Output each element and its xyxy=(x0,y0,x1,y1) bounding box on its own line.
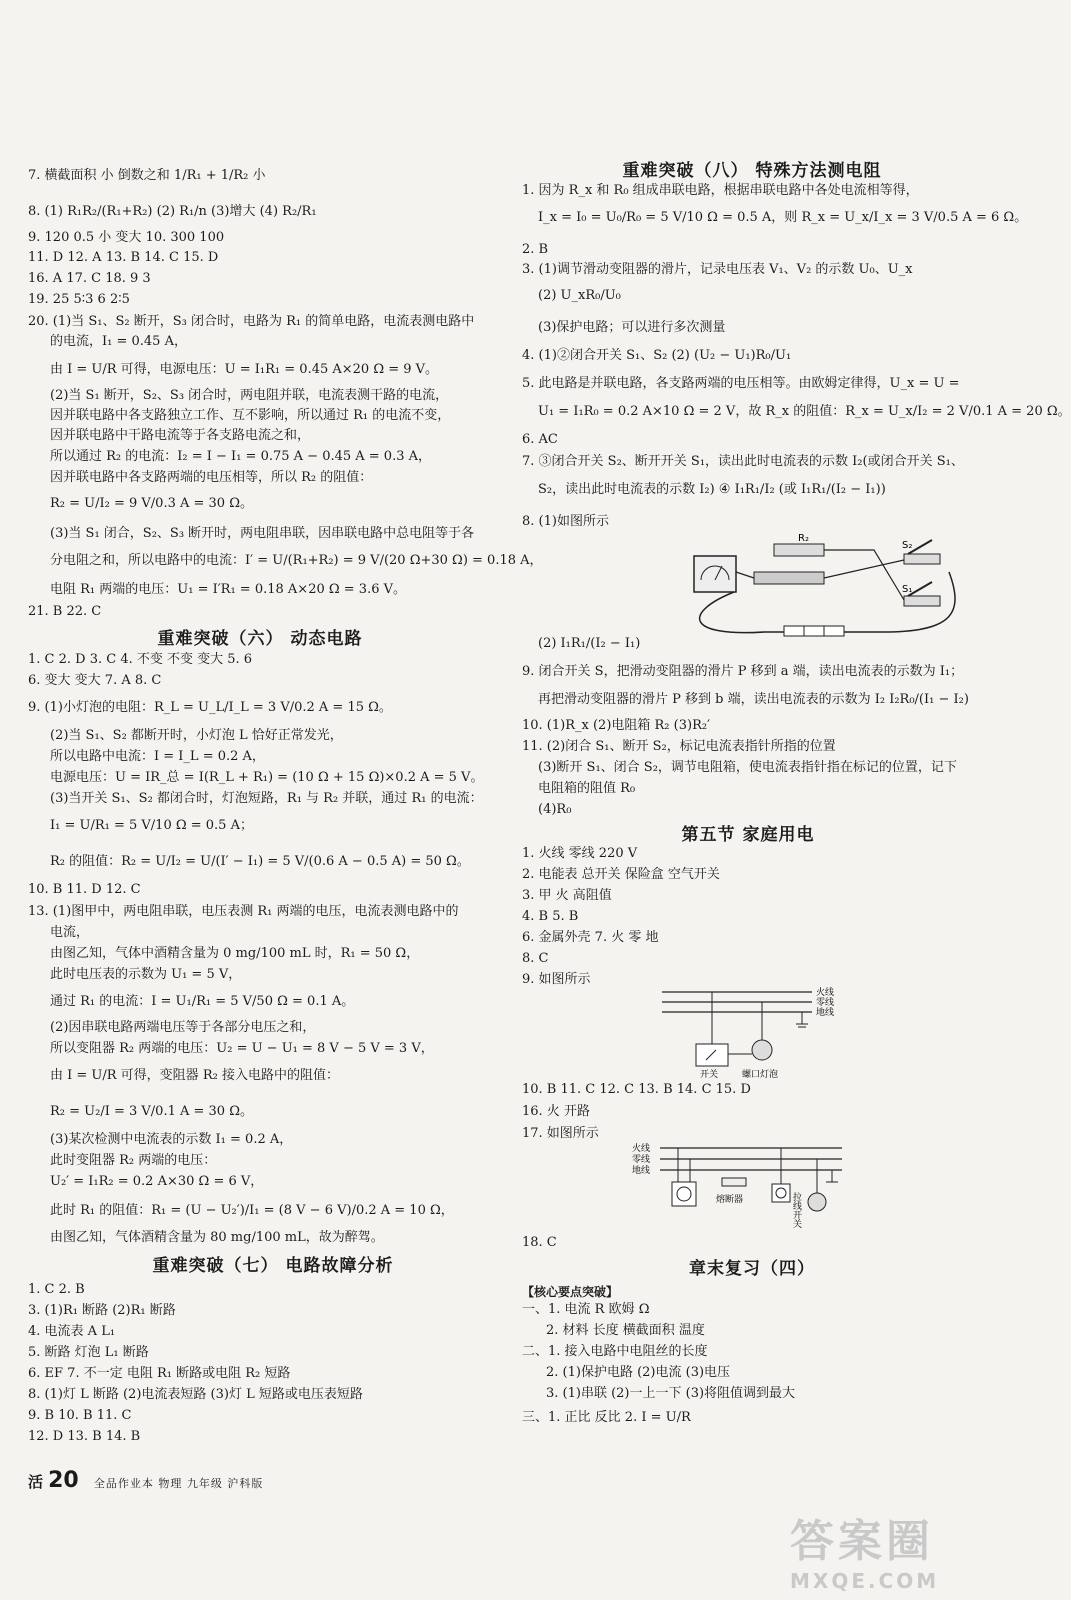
answer-line: 18. C xyxy=(522,1235,557,1250)
pull-switch-icon xyxy=(772,1184,790,1202)
fuse-icon xyxy=(722,1178,746,1186)
answer-line: 由 I = U/R 可得，电源电压：U = I₁R₁ = 0.45 A×20 Ω = 9 V。 xyxy=(50,362,439,377)
circuit-figure xyxy=(674,532,974,642)
fig-label: 地线 xyxy=(816,1008,835,1018)
answer-line: 一、1. 电流 R 欧姆 Ω xyxy=(522,1302,650,1317)
answer-line: 3. (1)R₁ 断路 (2)R₁ 断路 xyxy=(28,1303,176,1318)
answer-line: (2)当 S₁、S₂ 都断开时，小灯泡 L 恰好正常发光， xyxy=(50,728,343,743)
answer-line: (3)当 S₁ 闭合，S₂、S₃ 断开时，两电阻串联，因串联电路中总电阻等于各 xyxy=(50,526,475,541)
battery-icon xyxy=(784,626,844,636)
answer-line: (2) U_xR₀/U₀ xyxy=(538,288,621,303)
answer-line: 13. (1)图甲中，两电阻串联，电压表测 R₁ 两端的电压，电流表测电路中的 xyxy=(28,904,459,919)
answer-line: (4)R₀ xyxy=(538,802,572,817)
section-heading: 重难突破（八） 特殊方法测电阻 xyxy=(622,161,882,181)
answer-line: 所以通过 R₂ 的电流：I₂ = I − I₁ = 0.75 A − 0.45 A = 0.3 A， xyxy=(50,449,432,464)
answer-line: 9. 闭合开关 S，把滑动变阻器的滑片 P 移到 a 端，读出电流表的示数为 I₁； xyxy=(522,664,964,679)
answer-line: 2. 材料 长度 横截面积 温度 xyxy=(546,1323,705,1338)
answer-line: 9. 120 0.5 小 变大 10. 300 100 xyxy=(28,230,225,245)
ammeter-icon xyxy=(694,556,736,592)
resistor-r2-icon xyxy=(774,544,824,556)
answer-line: 的电流，I₁ = 0.45 A， xyxy=(50,334,187,349)
fig-label: S₂ xyxy=(902,540,913,551)
answer-line: 2. B xyxy=(522,242,549,257)
answer-line: 10. B 11. D 12. C xyxy=(28,882,141,897)
section-heading: 重难突破（七） 电路故障分析 xyxy=(152,1256,394,1276)
watermark-logo-text: 答案圈 xyxy=(790,1516,934,1567)
answer-line: 1. 火线 零线 220 V xyxy=(522,846,638,861)
answer-line: (3)某次检测中电流表的示数 I₁ = 0.2 A， xyxy=(50,1132,293,1147)
switch-s1-icon xyxy=(904,596,940,606)
fig-label: 熔断器 xyxy=(716,1195,744,1205)
answer-line: 电阻 R₁ 两端的电压：U₁ = I′R₁ = 0.18 A×20 Ω = 3.6 V。 xyxy=(50,582,406,597)
answer-line: 7. ③闭合开关 S₂、断开开关 S₁，读出此时电流表的示数 I₂(或闭合开关 S₁、 xyxy=(522,454,964,469)
answer-line: 8. (1)灯 L 断路 (2)电流表短路 (3)灯 L 短路或电压表短路 xyxy=(28,1387,363,1402)
answer-line: 二、1. 接入电路中电阻丝的长度 xyxy=(522,1344,708,1359)
answer-line: 1. 因为 R_x 和 R₀ 组成串联电路，根据串联电路中各处电流相等得， xyxy=(522,183,919,198)
answer-line: 6. 金属外壳 7. 火 零 地 xyxy=(522,930,659,945)
answer-line: 20. (1)当 S₁、S₂ 断开，S₃ 闭合时，电路为 R₁ 的简单电路，电流表测电路中 xyxy=(28,314,475,329)
resistor-r1-icon xyxy=(754,572,824,584)
page-footer xyxy=(28,1468,263,1493)
answer-line: U₁ = I₁R₀ = 0.2 A×10 Ω = 2 V，故 R_x 的阻值：R_x = U_x/I₂ = 2 V/0.1 A = 20 Ω。 xyxy=(538,404,1071,419)
answer-line: 3. (1)串联 (2)一上一下 (3)将阻值调到最大 xyxy=(546,1386,796,1401)
answer-line: U₂′ = I₁R₂ = 0.2 A×30 Ω = 6 V， xyxy=(50,1174,264,1189)
answer-line: 电流， xyxy=(50,925,90,940)
answer-line: (2) I₁R₁/(I₂ − I₁) xyxy=(538,636,641,651)
answer-line: 由 I = U/R 可得，变阻器 R₂ 接入电路中的阻值： xyxy=(50,1068,339,1083)
switch-s2-icon xyxy=(904,554,940,564)
answer-line: 由图乙知，气体酒精含量为 80 mg/100 mL，故为醉驾。 xyxy=(50,1230,384,1245)
page-number: 20 xyxy=(48,1468,79,1493)
answer-line: 2. 电能表 总开关 保险盒 空气开关 xyxy=(522,867,720,882)
answer-line: 6. AC xyxy=(522,432,558,447)
section-heading: 章末复习（四） xyxy=(689,1259,815,1279)
answer-line: R₂ = U₂/I = 3 V/0.1 A = 30 Ω。 xyxy=(50,1104,253,1119)
bulb-icon xyxy=(752,1040,772,1060)
switch-icon xyxy=(696,1044,728,1066)
answer-line: I₁ = U/R₁ = 5 V/10 Ω = 0.5 A； xyxy=(50,818,253,833)
answer-line: 12. D 13. B 14. B xyxy=(28,1429,141,1444)
answer-line: 因并联电路中各支路独立工作、互不影响，所以通过 R₁ 的电流不变， xyxy=(50,408,451,423)
answer-line: 1. C 2. D 3. C 4. 不变 不变 变大 5. 6 xyxy=(28,652,253,667)
answer-line: 10. B 11. C 12. C 13. B 14. C 15. D xyxy=(522,1082,751,1097)
answer-line: 4. 电流表 A L₁ xyxy=(28,1324,116,1339)
fuse-wiring-figure xyxy=(632,1140,862,1230)
answer-line: 因并联电路中各支路两端的电压相等，所以 R₂ 的阻值： xyxy=(50,470,373,485)
answer-line: 9. (1)小灯泡的电阻：R_L = U_L/I_L = 3 V/0.2 A = 15 Ω。 xyxy=(28,700,392,715)
answer-line: 9. 如图所示 xyxy=(522,972,591,987)
socket-icon xyxy=(672,1182,696,1206)
answer-line: 3. (1)调节滑动变阻器的滑片，记录电压表 V₁、V₂ 的示数 U₀、U_x xyxy=(522,262,913,277)
answer-line: 1. C 2. B xyxy=(28,1282,85,1297)
answer-line: 6. EF 7. 不一定 电阻 R₁ 断路或电阻 R₂ 短路 xyxy=(28,1366,291,1381)
answer-line: 因并联电路中干路电流等于各支路电流之和， xyxy=(50,428,311,443)
answer-line: 此时 R₁ 的阻值：R₁ = (U − U₂′)/I₁ = (8 V − 6 V)/0.2 A = 10 Ω， xyxy=(50,1203,454,1218)
fig-label: 零线 xyxy=(632,1155,651,1165)
fig-label: 拉线开关 xyxy=(791,1192,801,1228)
answer-line: (3)当开关 S₁、S₂ 都闭合时，灯泡短路，R₁ 与 R₂ 并联，通过 R₁ 的电流： xyxy=(50,791,483,806)
answer-line: 16. A 17. C 18. 9 3 xyxy=(28,271,151,286)
answer-line: R₂ = U/I₂ = 9 V/0.3 A = 30 Ω。 xyxy=(50,496,253,511)
answer-line: 17. 如图所示 xyxy=(522,1126,599,1141)
answer-line: 4. (1)②闭合开关 S₁、S₂ (2) (U₂ − U₁)R₀/U₁ xyxy=(522,348,792,363)
answer-line: 7. 横截面积 小 倒数之和 1/R₁ + 1/R₂ 小 xyxy=(28,168,266,183)
answer-line: 8. (1) R₁R₂/(R₁+R₂) (2) R₁/n (3)增大 (4) R₂/R₁ xyxy=(28,204,317,219)
fig-label: 火线 xyxy=(816,988,835,998)
answer-line: (2)因串联电路两端电压等于各部分电压之和， xyxy=(50,1020,316,1035)
answer-line: S₂，读出此时电流表的示数 I₂) ④ I₁R₁/I₂ (或 I₁R₁/(I₂ − I₁)) xyxy=(538,482,886,497)
answer-line: 11. D 12. A 13. B 14. C 15. D xyxy=(28,250,219,265)
answer-line: 三、1. 正比 反比 2. I = U/R xyxy=(522,1410,691,1425)
answer-line: 所以变阻器 R₂ 两端的电压：U₂ = U − U₁ = 8 V − 5 V = 3 V， xyxy=(50,1041,434,1056)
answer-line: 9. B 10. B 11. C xyxy=(28,1408,132,1423)
answer-line: 由图乙知，气体中酒精含量为 0 mg/100 mL 时，R₁ = 50 Ω， xyxy=(50,946,420,961)
answer-line: 5. 此电路是并联电路，各支路两端的电压相等。由欧姆定律得，U_x = U = xyxy=(522,376,960,391)
answer-line: 分电阻之和，所以电路中的电流：I′ = U/(R₁+R₂) = 9 V/(20 Ω+30 Ω) = 0.18 A， xyxy=(50,553,543,568)
wiring-figure xyxy=(662,984,862,1080)
watermark xyxy=(790,1505,939,1593)
answer-line: 2. (1)保护电路 (2)电流 (3)电压 xyxy=(546,1365,731,1380)
footer-tag: 活 xyxy=(28,1473,44,1491)
answer-line: (3)保护电路；可以进行多次测量 xyxy=(538,320,726,335)
answer-line: 此时电压表的示数为 U₁ = 5 V， xyxy=(50,967,242,982)
answer-line: I_x = I₀ = U₀/R₀ = 5 V/10 Ω = 0.5 A，则 R_x = U_x/I_x = 3 V/0.5 A = 6 Ω。 xyxy=(538,210,1028,225)
answer-line: 8. (1)如图所示 xyxy=(522,514,609,529)
fig-label: R₂ xyxy=(798,533,809,544)
answer-line: 19. 25 5∶3 6 2∶5 xyxy=(28,292,130,307)
answer-line: 6. 变大 变大 7. A 8. C xyxy=(28,673,162,688)
answer-line: 【核心要点突破】 xyxy=(522,1285,619,1299)
answer-line: 5. 断路 灯泡 L₁ 断路 xyxy=(28,1345,149,1360)
fig-label: 火线 xyxy=(632,1144,651,1154)
answer-line: 10. (1)R_x (2)电阻箱 R₂ (3)R₂′ xyxy=(522,718,711,733)
answer-line: 11. (2)闭合 S₁、断开 S₂，标记电流表指针所指的位置 xyxy=(522,739,836,754)
fig-label: 螺口灯泡 xyxy=(742,1070,779,1080)
answer-line: 4. B 5. B xyxy=(522,909,579,924)
answer-line: (3)断开 S₁、闭合 S₂，调节电阻箱，使电流表指针指在标记的位置，记下 xyxy=(538,760,957,775)
answer-line: 此时变阻器 R₂ 两端的电压： xyxy=(50,1153,217,1168)
answer-line: 再把滑动变阻器的滑片 P 移到 b 端，读出电流表的示数为 I₂ I₂R₀/(I₁ − I₂) xyxy=(538,692,969,707)
answer-line: 16. 火 开路 xyxy=(522,1104,590,1119)
answer-line: (2)当 S₁ 断开，S₂、S₃ 闭合时，两电阻并联，电流表测干路的电流， xyxy=(50,388,449,403)
fig-label: S₁ xyxy=(902,584,913,595)
answer-line: 所以电路中电流：I = I_L = 0.2 A， xyxy=(50,749,265,764)
fig-label: 开关 xyxy=(700,1070,719,1080)
section-heading: 重难突破（六） 动态电路 xyxy=(157,629,363,649)
fig-label: 零线 xyxy=(816,998,835,1008)
answer-line: 21. B 22. C xyxy=(28,604,102,619)
book-info: 全品作业本 物理 九年级 沪科版 xyxy=(93,1477,264,1490)
answer-line: 3. 甲 火 高阻值 xyxy=(522,888,612,903)
section-heading: 第五节 家庭用电 xyxy=(681,825,815,845)
watermark-url: MXQE.COM xyxy=(790,1569,940,1593)
answer-line: R₂ 的阻值：R₂ = U/I₂ = U/(I′ − I₁) = 5 V/(0.6 A − 0.5 A) = 50 Ω。 xyxy=(50,854,470,869)
answer-line: 电源电压：U = IR_总 = I(R_L + R₁) = (10 Ω + 15 Ω)×0.2 A = 5 V。 xyxy=(50,770,484,785)
answer-line: 通过 R₁ 的电流：I = U₁/R₁ = 5 V/50 Ω = 0.1 A。 xyxy=(50,994,355,1009)
answer-line: 8. C xyxy=(522,951,549,966)
answer-line: 电阻箱的阻值 R₀ xyxy=(538,781,636,796)
fig-label: 地线 xyxy=(632,1166,651,1176)
bulb-icon xyxy=(808,1193,826,1211)
